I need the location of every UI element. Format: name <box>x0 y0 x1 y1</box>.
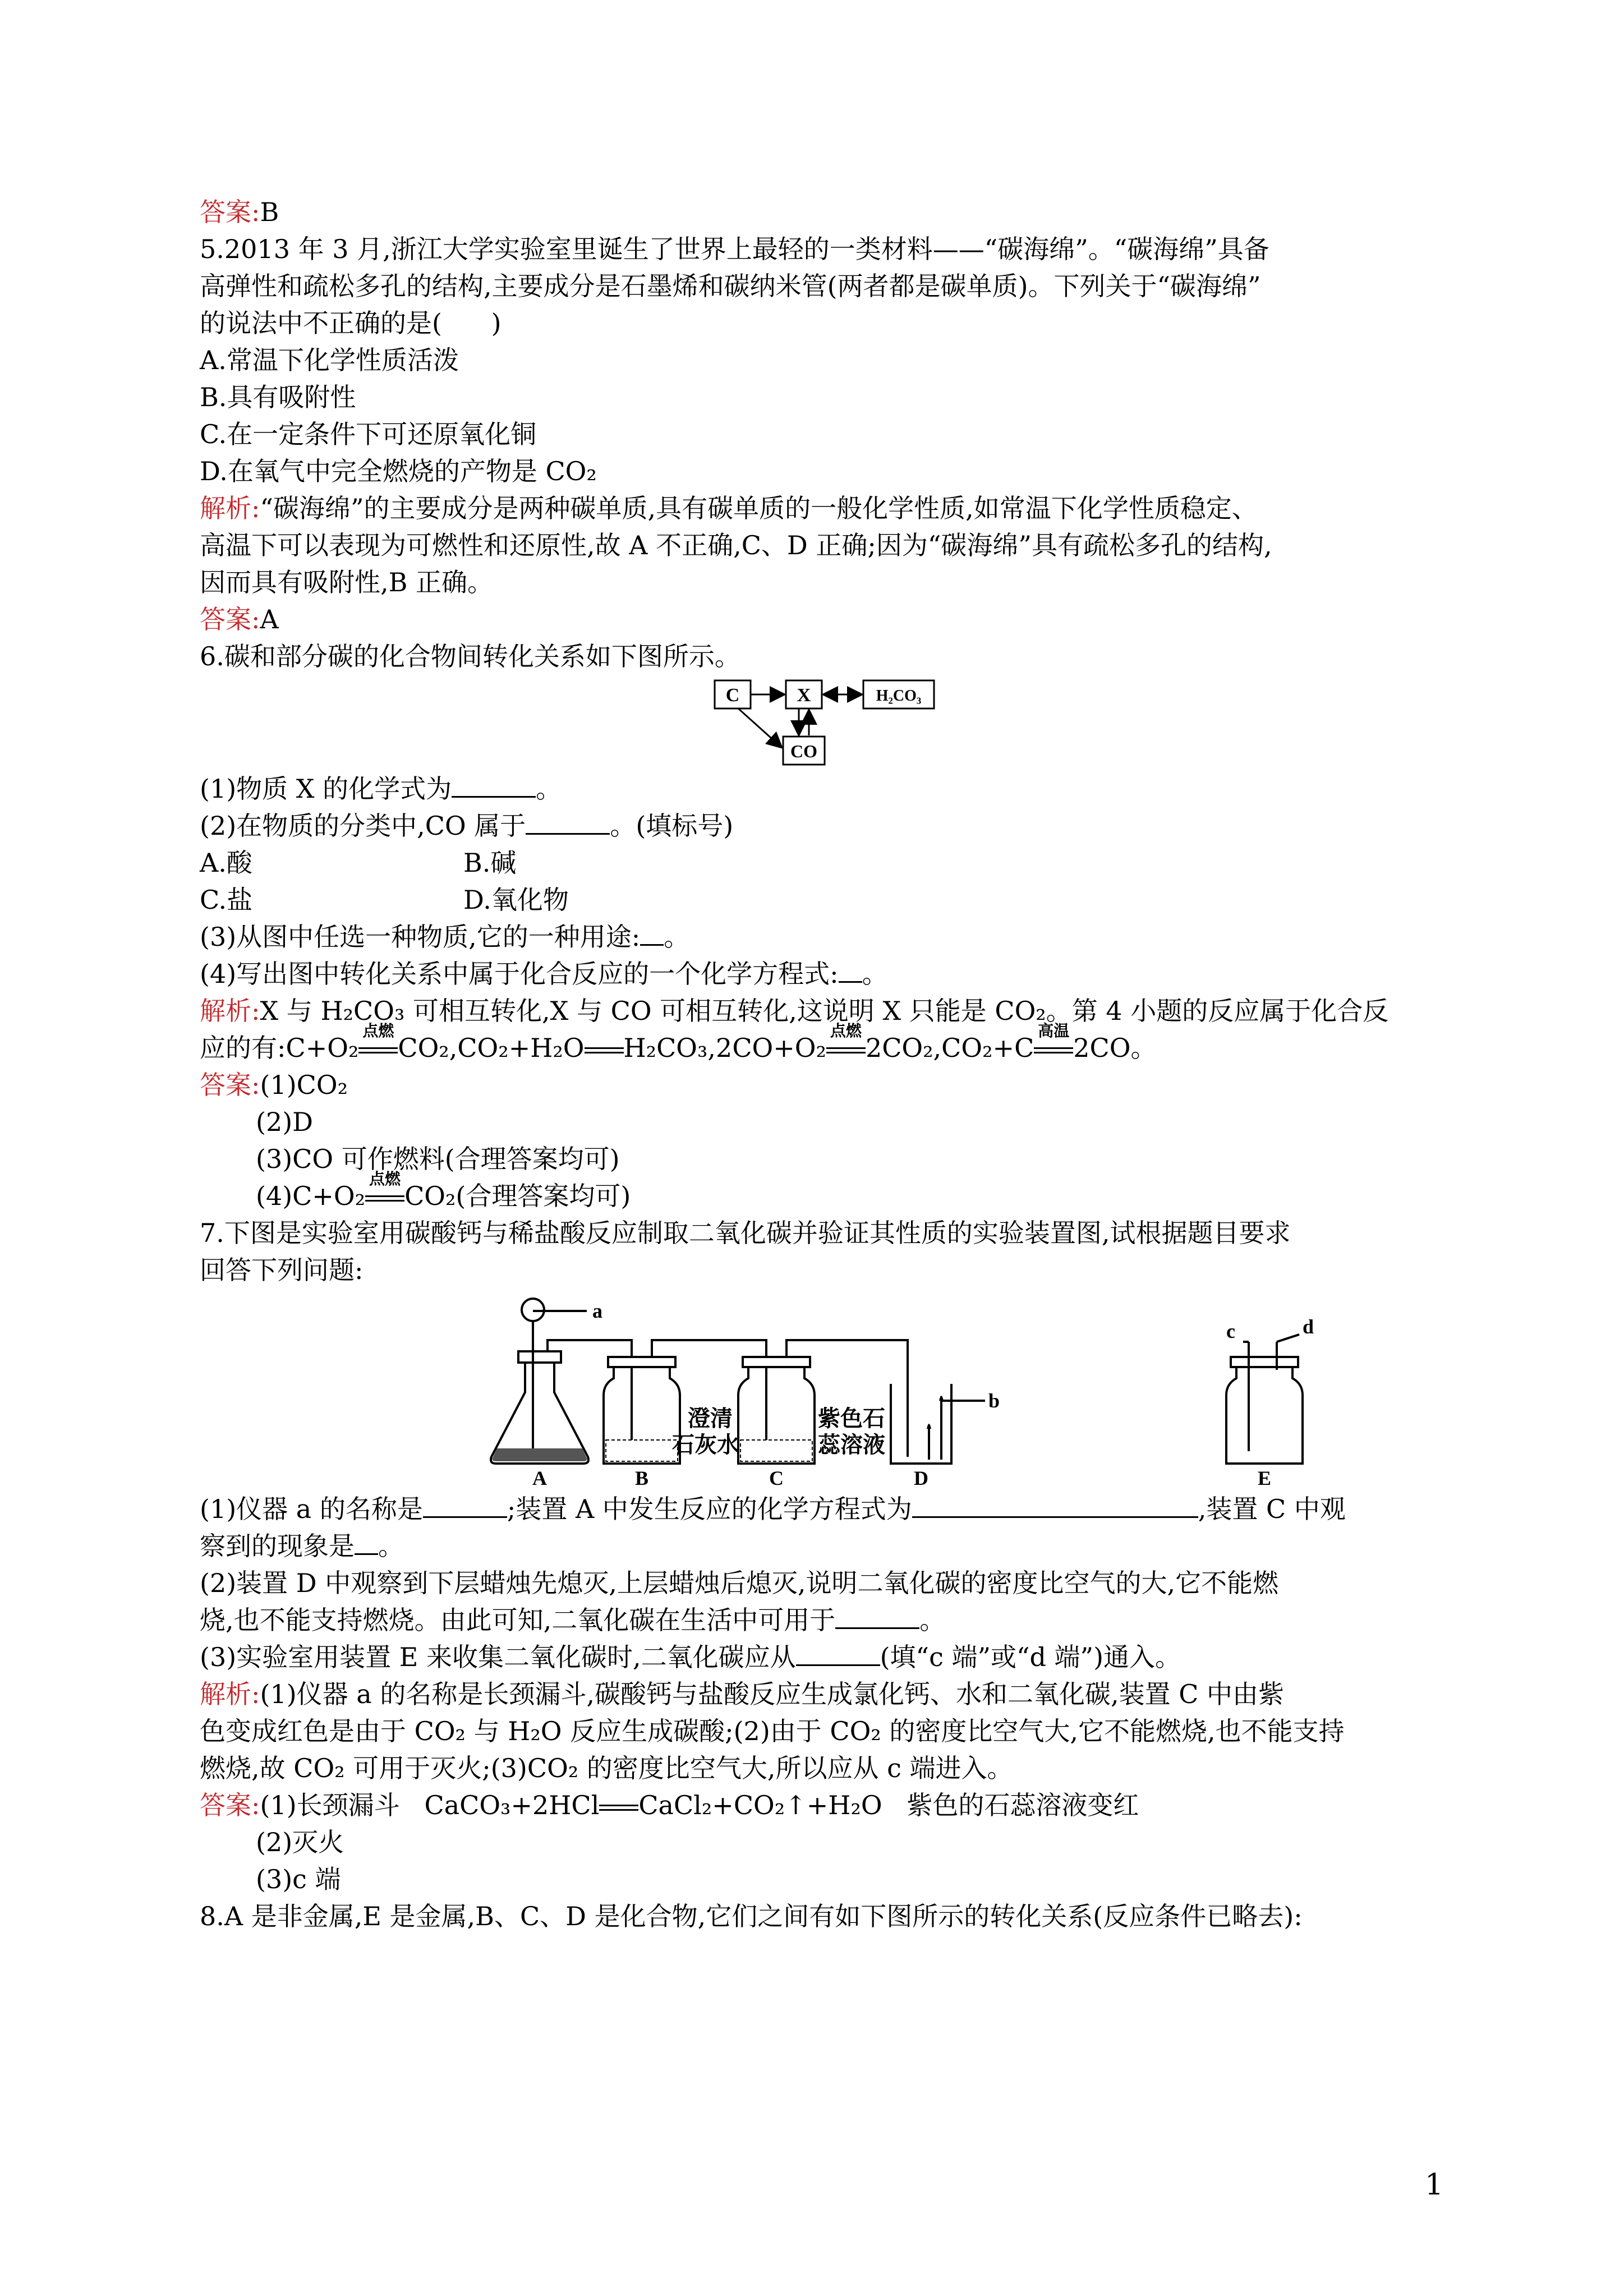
q7-analysis-line: 解析:(1)仪器 a 的名称是长颈漏斗,碳酸钙与盐酸反应生成氯化钙、水和二氧化碳,装置 C 中由紫 <box>200 1679 1285 1709</box>
label-apparatus-a: A <box>532 1467 547 1489</box>
q7-apparatus-figure <box>200 1289 1428 1490</box>
label-apparatus-d: D <box>914 1467 928 1489</box>
q5-analysis-line: 高温下可以表现为可燃性和还原性,故 A 不正确,C、D 正确;因为“碳海绵”具有疏松多孔的结构, <box>200 530 1272 560</box>
stopper-b <box>608 1357 675 1367</box>
q7-answer-3: (3)c 端 <box>256 1864 341 1894</box>
stopper-e <box>1231 1357 1298 1367</box>
q8-stem: 8.A 是非金属,E 是金属,B、C、D 是化合物,它们之间有如下图所示的转化关系(反应条件已略去): <box>200 1901 1303 1931</box>
analysis-label: 解析: <box>200 493 260 523</box>
stopper-c <box>743 1357 810 1367</box>
q5-option-b: B.具有吸附性 <box>200 382 356 412</box>
q4-answer: 答案:B <box>200 197 279 227</box>
q7-sub2-line1: (2)装置 D 中观察到下层蜡烛先熄灭,上层蜡烛后熄灭,说明二氧化碳的密度比空气的大,它不能燃 <box>200 1568 1279 1598</box>
label-x: X <box>797 685 811 706</box>
q7-sub1-line1: (1)仪器 a 的名称是 ;装置 A 中发生反应的化学方程式为 ,装置 C 中观 <box>200 1490 1428 1527</box>
label-limewater-1: 澄清 <box>688 1406 733 1431</box>
q5-stem-line: 的说法中不正确的是( ) <box>200 308 502 338</box>
q6-sub3: (3)从图中任选一种物质,它的一种用途: 。 <box>200 918 1428 955</box>
q6-options-row <box>200 844 1428 881</box>
answer-blank <box>912 1490 1198 1518</box>
label-litmus-1: 紫色石 <box>818 1406 885 1431</box>
q6-option-a: A.酸 <box>200 848 252 878</box>
answer-label: 答案: <box>200 1070 260 1100</box>
bottle-e <box>1226 1364 1303 1464</box>
q6-answer-1: 答案:(1)CO₂ <box>200 1070 348 1100</box>
label-limewater-2: 石灰水 <box>672 1432 739 1457</box>
answer-blank <box>796 1639 880 1666</box>
label-apparatus-c: C <box>769 1467 784 1489</box>
q7-answer-2: (2)灭火 <box>256 1827 344 1857</box>
q7-sub1-line2: 察到的现象是 。 <box>200 1527 1428 1565</box>
answer-blank <box>839 955 862 983</box>
answer-blank <box>526 807 610 835</box>
reaction-sign: 点燃 <box>365 1177 404 1214</box>
label-a: a <box>592 1300 602 1322</box>
answer-blank <box>452 770 536 798</box>
q6-options-row <box>200 881 1428 918</box>
q6-option-b: B.碱 <box>463 848 517 878</box>
q5-stem-line: 5.2013 年 3 月,浙江大学实验室里诞生了世界上最轻的一类材料——“碳海绵”。“碳海绵”具备 <box>200 234 1269 264</box>
q5-analysis-line: 解析:“碳海绵”的主要成分是两种碳单质,具有碳单质的一般化学性质,如常温下化学性质稳定、 <box>200 493 1258 523</box>
q7-stem-line: 回答下列问题: <box>200 1255 364 1285</box>
q7-sub3: (3)实验室用装置 E 来收集二氧化碳时,二氧化碳应从 (填“c 端”或“d 端”)通入。 <box>200 1639 1428 1676</box>
answer-blank <box>640 918 664 946</box>
q6-answer-2: (2)D <box>256 1107 314 1137</box>
page-number: 1 <box>1425 2168 1444 2202</box>
answer-label: 答案: <box>200 1790 260 1820</box>
answer-blank <box>423 1490 507 1518</box>
label-d-end: d <box>1303 1315 1314 1338</box>
q6-option-d: D.氧化物 <box>463 885 569 915</box>
reaction-sign <box>599 1787 638 1824</box>
label-apparatus-e: E <box>1257 1467 1272 1489</box>
q6-diagram <box>200 675 1428 770</box>
q7-answer-1: 答案:(1)长颈漏斗 CaCO₃+2HCl CaCl₂+CO₂↑+H₂O 紫色的石蕊溶液变红 <box>200 1787 1428 1824</box>
reaction-sign: 高温 <box>1034 1029 1073 1066</box>
q6-sub2: (2)在物质的分类中,CO 属于 。(填标号) <box>200 807 1428 844</box>
q6-analysis-equations: 应的有:C+O₂ 点燃 CO₂,CO₂+H₂O H₂CO₃,2CO+O₂ 点燃 2CO₂,CO₂+C 高温 2CO。 <box>200 1029 1428 1066</box>
q6-sub1: (1)物质 X 的化学式为 。 <box>200 770 1428 807</box>
q7-analysis-line: 燃烧,故 CO₂ 可用于灭火;(3)CO₂ 的密度比空气大,所以应从 c 端进入。 <box>200 1753 1013 1783</box>
label-apparatus-b: B <box>634 1467 649 1489</box>
arrow-c-to-co <box>738 708 782 748</box>
q6-answer-3: (3)CO 可作燃料(合理答案均可) <box>256 1144 620 1174</box>
q6-sub4: (4)写出图中转化关系中属于化合反应的一个化学方程式: 。 <box>200 955 1428 992</box>
answer-blank <box>355 1527 378 1555</box>
reaction-sign: 点燃 <box>358 1029 398 1066</box>
analysis-label: 解析: <box>200 1679 260 1709</box>
answer-label: 答案: <box>200 604 260 634</box>
q6-analysis-line: 解析:X 与 H₂CO₃ 可相互转化,X 与 CO 可相互转化,这说明 X 只能是 CO₂。第 4 小题的反应属于化合反 <box>200 996 1389 1026</box>
label-c: C <box>725 685 740 706</box>
q7-sub2-line2: 烧,也不能支持燃烧。由此可知,二氧化碳在生活中可用于 。 <box>200 1602 1428 1639</box>
q5-option-d: D.在氧气中完全燃烧的产物是 CO₂ <box>200 456 597 486</box>
q7-analysis-line: 色变成红色是由于 CO₂ 与 H₂O 反应生成碳酸;(2)由于 CO₂ 的密度比空气大,它不能燃烧,也不能支持 <box>200 1716 1345 1746</box>
carbon-conversion-diagram <box>200 675 1428 770</box>
label-co: CO <box>790 741 817 761</box>
liquid-b <box>606 1440 678 1461</box>
document-body <box>200 194 1428 1935</box>
q6-stem: 6.碳和部分碳的化合物间转化关系如下图所示。 <box>200 641 740 671</box>
q6-answer-4: (4)C+O₂ 点燃 CO₂(合理答案均可) <box>200 1177 1428 1214</box>
reaction-sign: 点燃 <box>826 1029 866 1066</box>
q6-option-c: C.盐 <box>200 885 253 915</box>
stopper-a <box>518 1351 561 1363</box>
analysis-label: 解析: <box>200 996 260 1026</box>
q5-analysis-line: 因而具有吸附性,B 正确。 <box>200 567 494 597</box>
q7-stem-line: 7.下图是实验室用碳酸钙与稀盐酸反应制取二氧化碳并验证其性质的实验装置图,试根据题目要求 <box>200 1218 1291 1248</box>
answer-blank <box>835 1602 919 1629</box>
label-b: b <box>988 1389 1000 1412</box>
q5-answer: 答案:A <box>200 604 279 634</box>
co2-apparatus-diagram <box>200 1289 1428 1490</box>
liquid-a <box>493 1448 587 1461</box>
reaction-sign <box>585 1029 624 1066</box>
q5-stem-line: 高弹性和疏松多孔的结构,主要成分是石墨烯和碳纳米管(两者都是碳单质)。下列关于“碳海绵” <box>200 271 1261 301</box>
q5-option-a: A.常温下化学性质活泼 <box>200 345 459 375</box>
liquid-c <box>740 1440 812 1461</box>
label-h2co3: H₂CO₃ <box>876 687 922 705</box>
answer-label: 答案: <box>200 197 260 227</box>
flask-a <box>491 1359 588 1464</box>
flame-upper <box>939 1396 944 1401</box>
label-c-end: c <box>1226 1320 1235 1342</box>
q5-option-c: C.在一定条件下可还原氧化铜 <box>200 419 537 449</box>
flame-lower <box>927 1424 931 1429</box>
label-litmus-2: 蕊溶液 <box>818 1432 885 1457</box>
